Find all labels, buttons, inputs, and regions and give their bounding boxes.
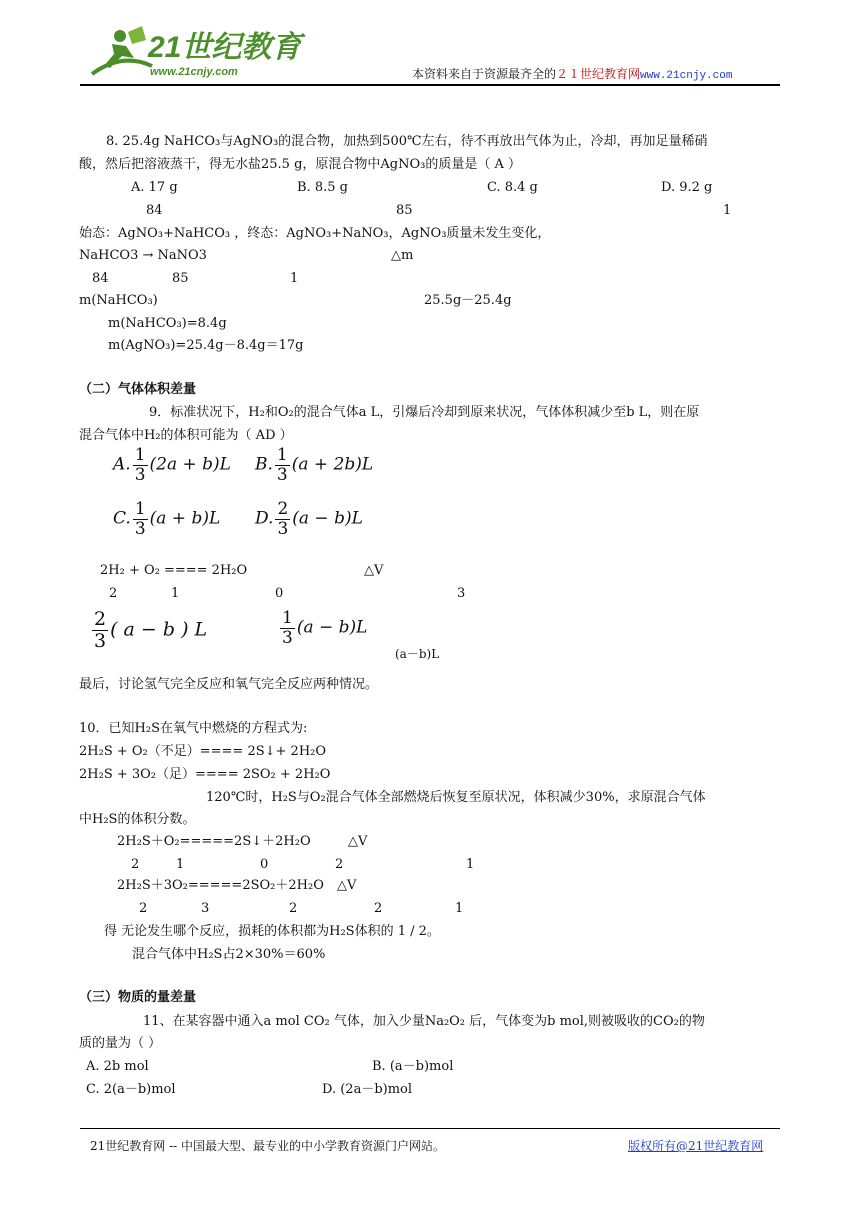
q8-m-result1: m(NaHCO₃)=8.4g <box>108 316 227 331</box>
q9-c2: 2 <box>109 586 118 601</box>
q9-option-b: B. $\frac{1}{3}$ (a + 2b)L <box>255 445 374 485</box>
source-site[interactable]: ２１世纪教育网 <box>556 67 641 81</box>
q9-c0: 0 <box>275 586 284 601</box>
q10-s2-b: 3 <box>201 901 210 916</box>
q8-line2: 酸，然后把溶液蒸干，得无水盐25.5 g，原混合物中AgNO₃的质量是（ A ） <box>79 157 522 172</box>
source-url[interactable]: www.21cnjy.com <box>640 70 733 82</box>
q8-n1: 1 <box>723 203 732 218</box>
footer-left: 21世纪教育网 -- 中国最大型、最专业的中小学教育资源门户网站。 <box>90 1139 446 1153</box>
q8-option-b: B. 8.5 g <box>297 180 348 195</box>
q8-r1: 1 <box>290 271 299 286</box>
logo-url: www.21cnjy.com <box>150 66 238 78</box>
q11-line2: 质的量为（ ） <box>79 1036 162 1051</box>
q11-option-a: A. 2b mol <box>86 1059 149 1074</box>
q11-option-b: B. (a－b)mol <box>372 1059 454 1074</box>
q10-s1-d: 2 <box>335 857 344 872</box>
q9-option-a: A. $\frac{1}{3}$ (2a + b)L <box>113 445 231 485</box>
q10-conclusion-2: 混合气体中H₂S占2×30%＝60% <box>132 947 326 962</box>
q10-sol-dv2: △V <box>337 878 357 893</box>
q10-line3: 中H₂S的体积分数。 <box>79 812 196 827</box>
q10-sol-eq1: 2H₂S＋O₂=====2S↓＋2H₂O <box>117 834 311 849</box>
q9-c3: 3 <box>457 586 466 601</box>
q8-m-label: m(NaHCO₃) <box>79 293 158 308</box>
q9-option-c: C. $\frac{1}{3}$ (a + b)L <box>113 499 221 539</box>
section-2-title: （二）气体体积差量 <box>79 382 197 397</box>
q11-line1: 11、在某容器中通入a mol CO₂ 气体，加入少量Na₂O₂ 后，气体变为b mol,则被吸收的CO₂的物 <box>143 1014 705 1029</box>
q10-s1-e: 1 <box>466 857 475 872</box>
q11-option-d: D. (2a－b)mol <box>322 1082 413 1097</box>
logo-text: 21世纪教育 <box>148 31 302 64</box>
footer-copyright-link[interactable]: 版权所有@21世纪教育网 <box>628 1139 764 1153</box>
q8-n85: 85 <box>396 203 413 218</box>
q8-state-line: 始态：AgNO₃+NaHCO₃ ，终态：AgNO₃+NaNO₃，AgNO₃质量未发生变化， <box>79 226 551 241</box>
section-3-title: （三）物质的量差量 <box>79 990 197 1005</box>
q10-line2: 120℃时，H₂S与O₂混合气体全部燃烧后恢复至原状况，体积减少30%，求原混合气体 <box>206 790 706 805</box>
q9-equation: 2H₂ + O₂ ==== 2H₂O <box>100 563 248 578</box>
q8-r84: 84 <box>92 271 109 286</box>
header-source <box>412 67 732 83</box>
q9-line2: 混合气体中H₂的体积可能为（ AD ） <box>79 428 293 443</box>
q9-answer-2: $\frac{1}{3}$ (a − b)L <box>282 608 368 648</box>
q8-option-c: C. 8.4 g <box>487 180 538 195</box>
footer-rule <box>80 1128 780 1129</box>
q10-s1-b: 1 <box>176 857 185 872</box>
q10-s2-a: 2 <box>139 901 148 916</box>
q8-m-result2: m(AgNO₃)=25.4g－8.4g＝17g <box>108 338 304 353</box>
source-prefix: 本资料来自于资源最齐全的 <box>412 67 557 81</box>
q8-option-a: A. 17 g <box>131 180 178 195</box>
q10-s2-e: 1 <box>455 901 464 916</box>
q10-s2-c: 2 <box>289 901 298 916</box>
q9-answer-ab: (a－b)L <box>395 647 440 661</box>
q10-sol-dv1: △V <box>348 834 368 849</box>
q10-s2-d: 2 <box>374 901 383 916</box>
q8-m-diff: 25.5g－25.4g <box>424 293 512 308</box>
q9-conclusion: 最后，讨论氢气完全反应和氧气完全反应两种情况。 <box>79 677 379 692</box>
q10-conclusion-1: 得 无论发生哪个反应，损耗的体积都为H₂S体积的 1 / 2。 <box>104 924 440 939</box>
q8-n84: 84 <box>146 203 163 218</box>
q8-r85: 85 <box>172 271 189 286</box>
q8-reaction: NaHCO3 → NaNO3 <box>79 248 207 263</box>
q9-delta-v: △V <box>364 563 384 578</box>
q9-line1: 9．标准状况下，H₂和O₂的混合气体a L，引爆后冷却到原来状况，气体体积减少至b L，则在原 <box>149 405 700 420</box>
header-rule <box>80 84 780 86</box>
q11-option-c: C. 2(a－b)mol <box>86 1082 176 1097</box>
q10-sol-eq2: 2H₂S＋3O₂=====2SO₂＋2H₂O <box>117 878 324 893</box>
q8-line1: 8. 25.4g NaHCO₃与AgNO₃的混合物，加热到500℃左右，待不再放出气体为止，冷却，再加足量稀硝 <box>106 134 708 149</box>
q10-line1: 10．已知H₂S在氧气中燃烧的方程式为: <box>79 721 308 736</box>
q10-eq2: 2H₂S + 3O₂（足）==== 2SO₂ + 2H₂O <box>79 767 331 782</box>
q10-eq1: 2H₂S + O₂（不足）==== 2S↓+ 2H₂O <box>79 744 327 759</box>
q8-delta-m: △m <box>391 248 414 263</box>
q10-s1-c: 0 <box>260 857 269 872</box>
q9-c1: 1 <box>171 586 180 601</box>
q9-answer-1: $\frac{2}{3}$ ( a − b ) L <box>94 608 208 652</box>
q9-option-d: D. $\frac{2}{3}$ (a − b)L <box>255 499 363 539</box>
q10-s1-a: 2 <box>131 857 140 872</box>
q8-option-d: D. 9.2 g <box>661 180 713 195</box>
